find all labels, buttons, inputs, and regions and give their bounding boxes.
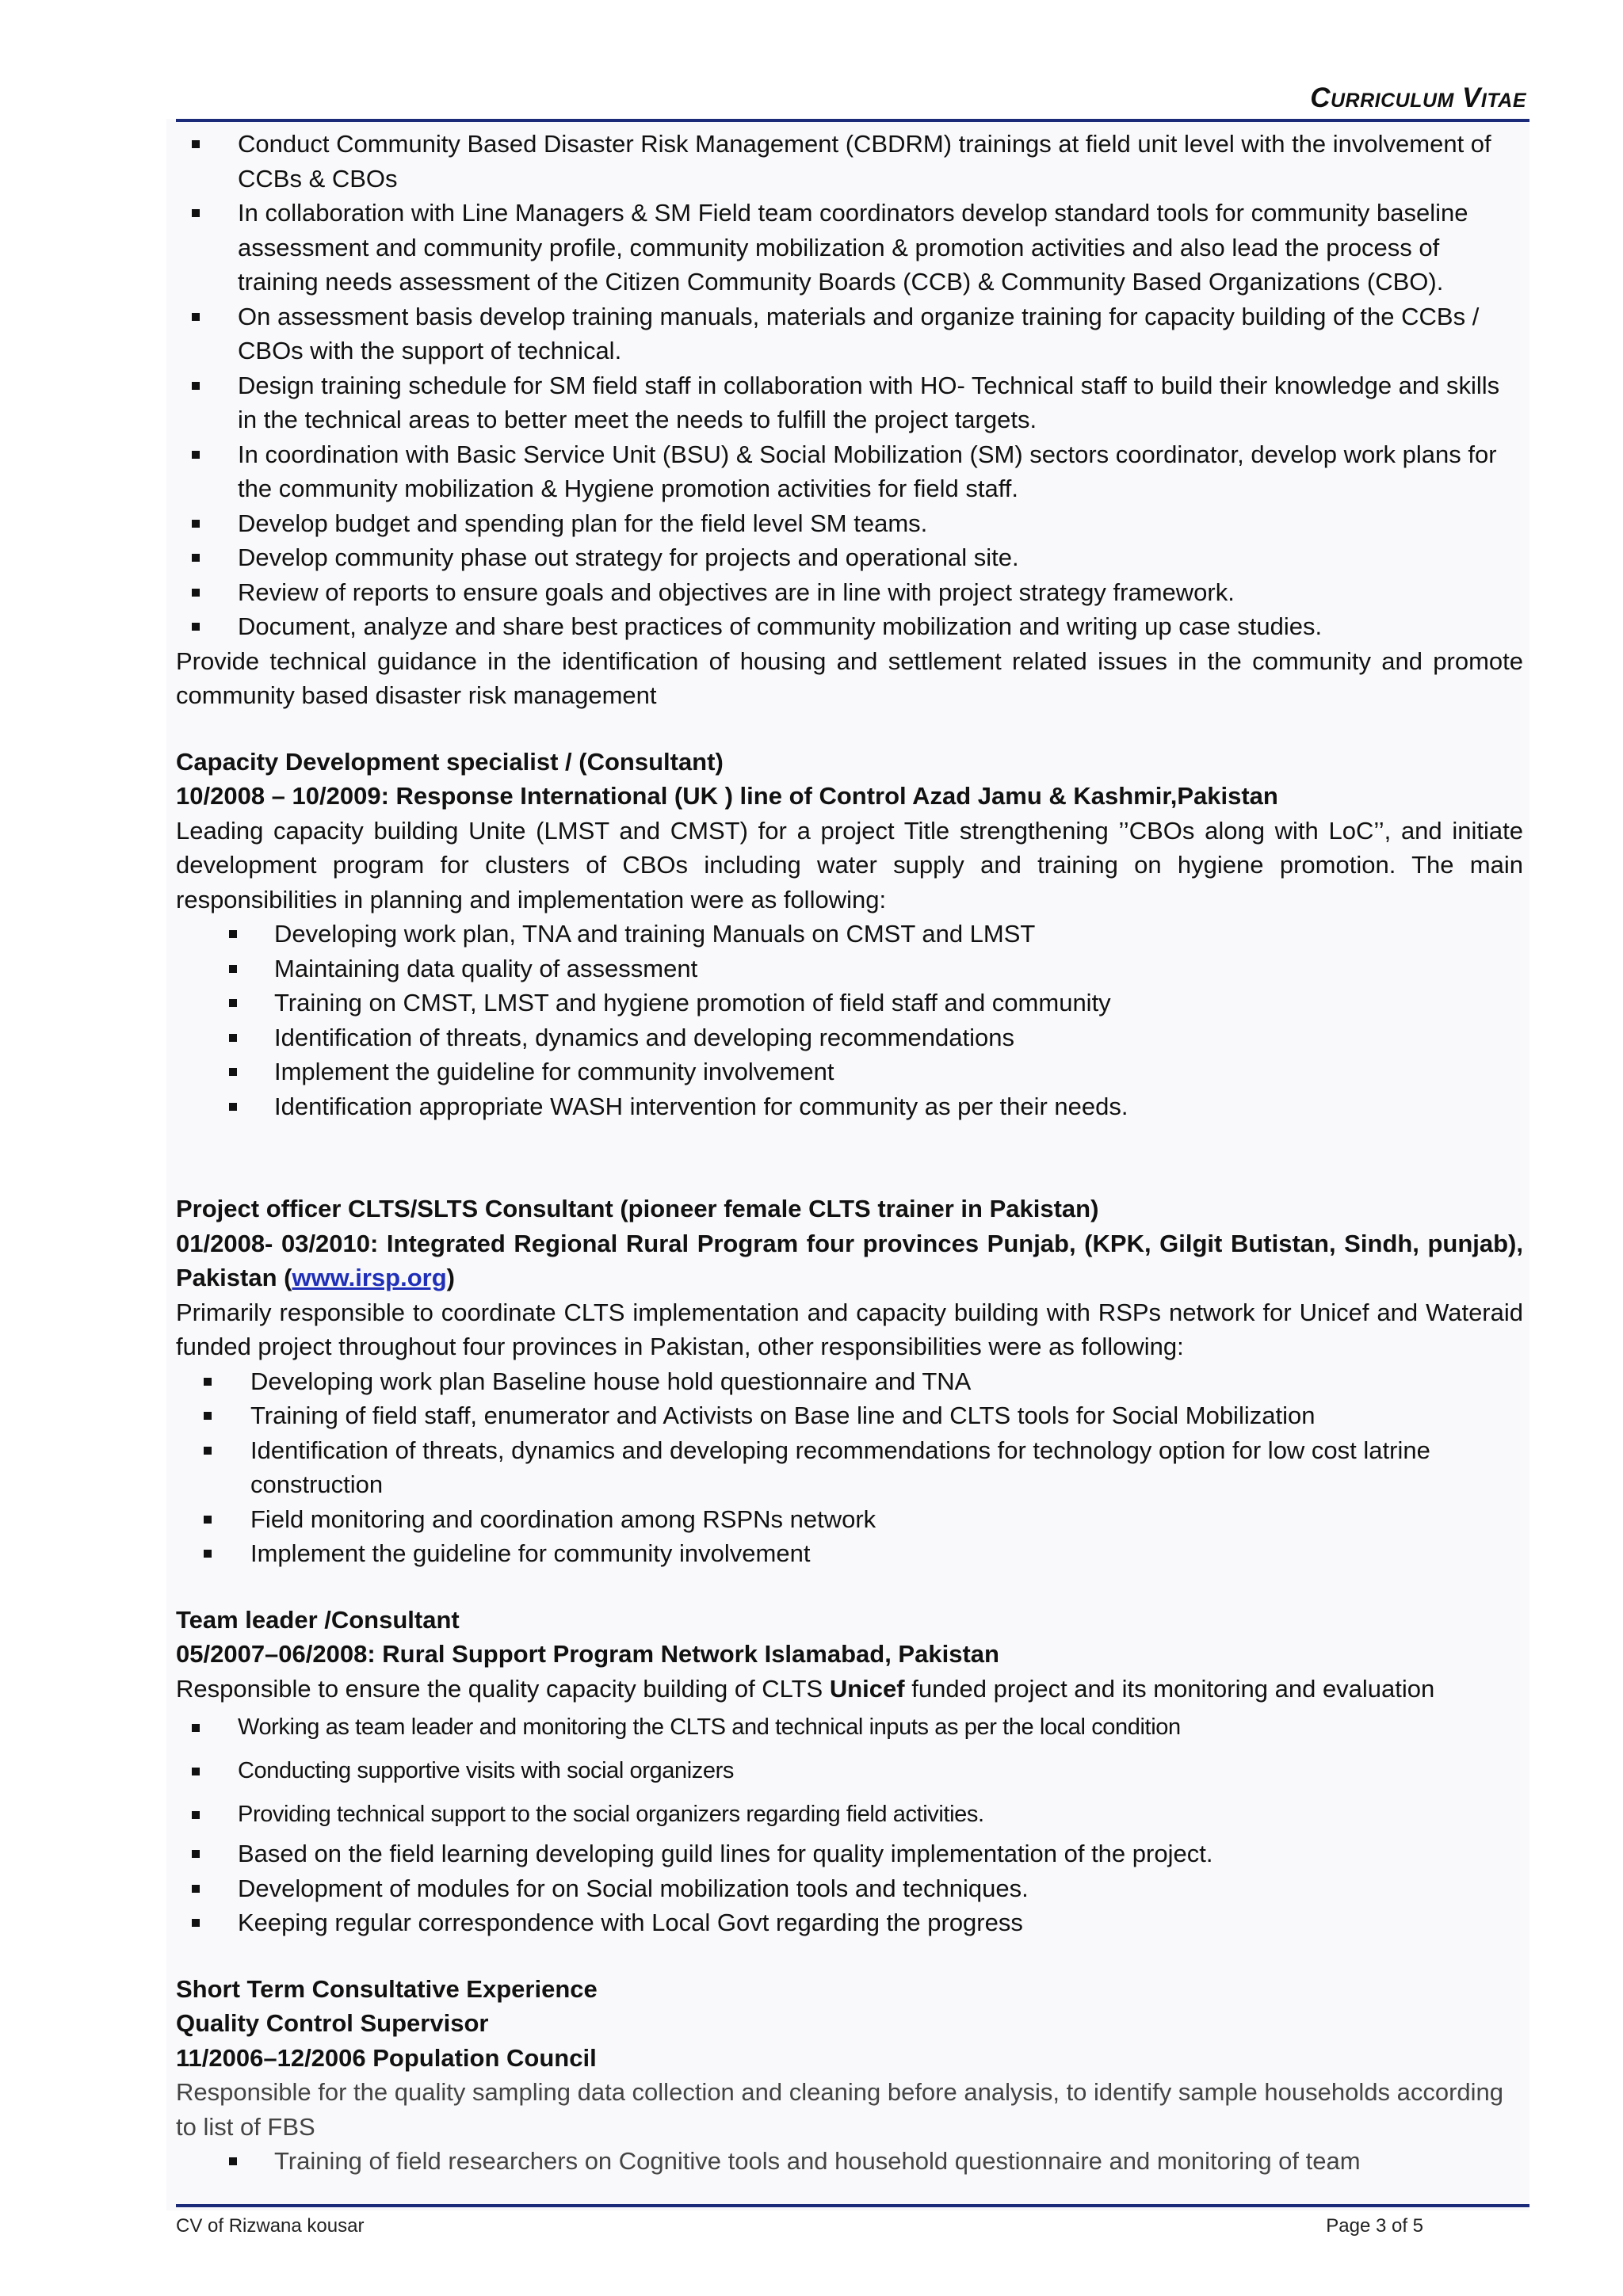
responsibilities-list <box>176 127 1523 644</box>
bullet-icon <box>192 209 200 217</box>
bullet-icon <box>204 1378 212 1386</box>
job-period: 10/2008 – 10/2009: Response International (UK ) line of Control Azad Jamu & Kashmir,Pakistan <box>176 782 1278 810</box>
job-description: Responsible for the quality sampling data collection and cleaning before analysis, to identify sample households according to list of FBS <box>176 2078 1504 2141</box>
bullet-icon <box>229 999 237 1007</box>
list-item: Training on CMST, LMST and hygiene promotion of field staff and community <box>176 986 1523 1020</box>
bullet-icon <box>192 451 200 459</box>
closing-paragraph: Provide technical guidance in the identification of housing and settlement related issues in the community and promote community based disaster risk management <box>176 646 1523 709</box>
job-description: Responsible to ensure the quality capacity building of CLTS Unicef funded project and its monitoring and evaluation <box>176 1674 1435 1703</box>
bullet-icon <box>192 1850 200 1858</box>
job-bullets <box>176 2144 1523 2179</box>
job-description: Primarily responsible to coordinate CLTS implementation and capacity building with RSPs network for Unicef and Wateraid funded project throughout four provinces in Pakistan, other responsibilities were as following: <box>176 1298 1523 1360</box>
job-bullets <box>176 1364 1523 1571</box>
list-item: Developing work plan Baseline house hold questionnaire and TNA <box>176 1364 1523 1399</box>
organization-link[interactable]: www.irsp.org <box>292 1264 447 1291</box>
list-item: Identification of threats, dynamics and developing recommendations <box>176 1020 1523 1055</box>
list-item: Design training schedule for SM field staff in collaboration with HO- Technical staff to build their knowledge and skills in the technical areas to better meet the needs to fulfill the project targets. <box>176 368 1523 437</box>
list-item: Document, analyze and share best practices of community mobilization and writing up case studies. <box>176 609 1523 644</box>
job-bullets-condensed <box>176 1706 1523 1836</box>
bullet-icon <box>204 1412 212 1420</box>
list-item: Development of modules for on Social mobilization tools and techniques. <box>176 1871 1523 1906</box>
bullet-icon <box>192 1768 200 1775</box>
list-item: Review of reports to ensure goals and objectives are in line with project strategy framework. <box>176 575 1523 610</box>
list-item: Developing work plan, TNA and training Manuals on CMST and LMST <box>176 917 1523 952</box>
list-item: Conduct Community Based Disaster Risk Management (CBDRM) trainings at field unit level with the involvement of CCBs & CBOs <box>176 127 1523 196</box>
list-item: Training of field staff, enumerator and Activists on Base line and CLTS tools for Social Mobilization <box>176 1398 1523 1433</box>
bullet-icon <box>204 1550 212 1558</box>
bullet-icon <box>229 965 237 973</box>
bullet-icon <box>192 520 200 528</box>
document-body <box>176 127 1523 2179</box>
bullet-icon <box>192 140 200 148</box>
list-item: Identification of threats, dynamics and developing recommendations for technology option for low cost latrine construction <box>176 1433 1523 1502</box>
footer-document-name: CV of Rizwana kousar <box>176 2215 365 2237</box>
bullet-icon <box>192 1724 200 1732</box>
bullet-icon <box>229 1034 237 1042</box>
list-item: Field monitoring and coordination among RSPNs network <box>176 1502 1523 1537</box>
bullet-icon <box>192 313 200 321</box>
list-item: Implement the guideline for community involvement <box>176 1055 1523 1089</box>
list-item: Maintaining data quality of assessment <box>176 952 1523 986</box>
list-item: Working as team leader and monitoring the CLTS and technical inputs as per the local condition <box>176 1706 1523 1749</box>
bullet-icon <box>192 382 200 390</box>
list-item: Keeping regular correspondence with Local Govt regarding the progress <box>176 1905 1523 1940</box>
job-description: Leading capacity building Unite (LMST and CMST) for a project Title strengthening ’’CBOs along with LoC’’, and initiate development program for clusters of CBOs including water supply and training on hygiene promotion. The main responsibilities in planning and implementation were as following: <box>176 816 1523 913</box>
footer-divider <box>176 2204 1529 2207</box>
list-item: Based on the field learning developing guild lines for quality implementation of the project. <box>176 1836 1523 1871</box>
job-title: Team leader /Consultant <box>176 1605 460 1634</box>
list-item: Conducting supportive visits with social organizers <box>176 1749 1523 1793</box>
list-item: Implement the guideline for community involvement <box>176 1536 1523 1571</box>
job-period: 01/2008- 03/2010: Integrated Regional Rural Program four provinces Punjab, (KPK, Gilgit Butistan, Sindh, punjab), Pakistan (www.irsp.org) <box>176 1229 1523 1291</box>
list-item: Develop budget and spending plan for the field level SM teams. <box>176 506 1523 541</box>
job-title: Quality Control Supervisor <box>176 2009 489 2037</box>
header-divider <box>176 119 1529 122</box>
list-item: Training of field researchers on Cognitive tools and household questionnaire and monitoring of team <box>176 2144 1523 2179</box>
job-bullets <box>176 1836 1523 1940</box>
page-header-title: Curriculum Vitae <box>1310 82 1526 113</box>
bullet-icon <box>192 1811 200 1819</box>
bullet-icon <box>192 1885 200 1893</box>
bullet-icon <box>192 623 200 631</box>
list-item: Develop community phase out strategy for projects and operational site. <box>176 540 1523 575</box>
bullet-icon <box>229 1068 237 1076</box>
list-item: In collaboration with Line Managers & SM Field team coordinators develop standard tools for community baseline assessment and community profile, community mobilization & promotion activities and also lead the process of training needs assessment of the Citizen Community Boards (CCB) & Community Based Organizations (CBO). <box>176 196 1523 299</box>
section-heading: Short Term Consultative Experience <box>176 1974 598 2003</box>
job-bullets <box>176 917 1523 1123</box>
list-item: Providing technical support to the social organizers regarding field activities. <box>176 1793 1523 1836</box>
job-period: 11/2006–12/2006 Population Council <box>176 2043 597 2072</box>
bullet-icon <box>192 1919 200 1927</box>
bullet-icon <box>192 589 200 597</box>
job-title: Capacity Development specialist / (Consultant) <box>176 747 724 776</box>
bullet-icon <box>204 1447 212 1455</box>
list-item: Identification appropriate WASH intervention for community as per their needs. <box>176 1089 1523 1124</box>
bullet-icon <box>229 2157 237 2165</box>
list-item: On assessment basis develop training manuals, materials and organize training for capacity building of the CCBs / CBOs with the support of technical. <box>176 299 1523 368</box>
list-item: In coordination with Basic Service Unit (BSU) & Social Mobilization (SM) sectors coordinator, develop work plans for the community mobilization & Hygiene promotion activities for field staff. <box>176 437 1523 506</box>
bullet-icon <box>204 1516 212 1524</box>
job-period: 05/2007–06/2008: Rural Support Program Network Islamabad, Pakistan <box>176 1640 999 1668</box>
footer-page-number: Page 3 of 5 <box>1326 2215 1423 2237</box>
bullet-icon <box>192 554 200 562</box>
bullet-icon <box>229 1103 237 1111</box>
job-title: Project officer CLTS/SLTS Consultant (pioneer female CLTS trainer in Pakistan) <box>176 1195 1099 1222</box>
bullet-icon <box>229 930 237 938</box>
